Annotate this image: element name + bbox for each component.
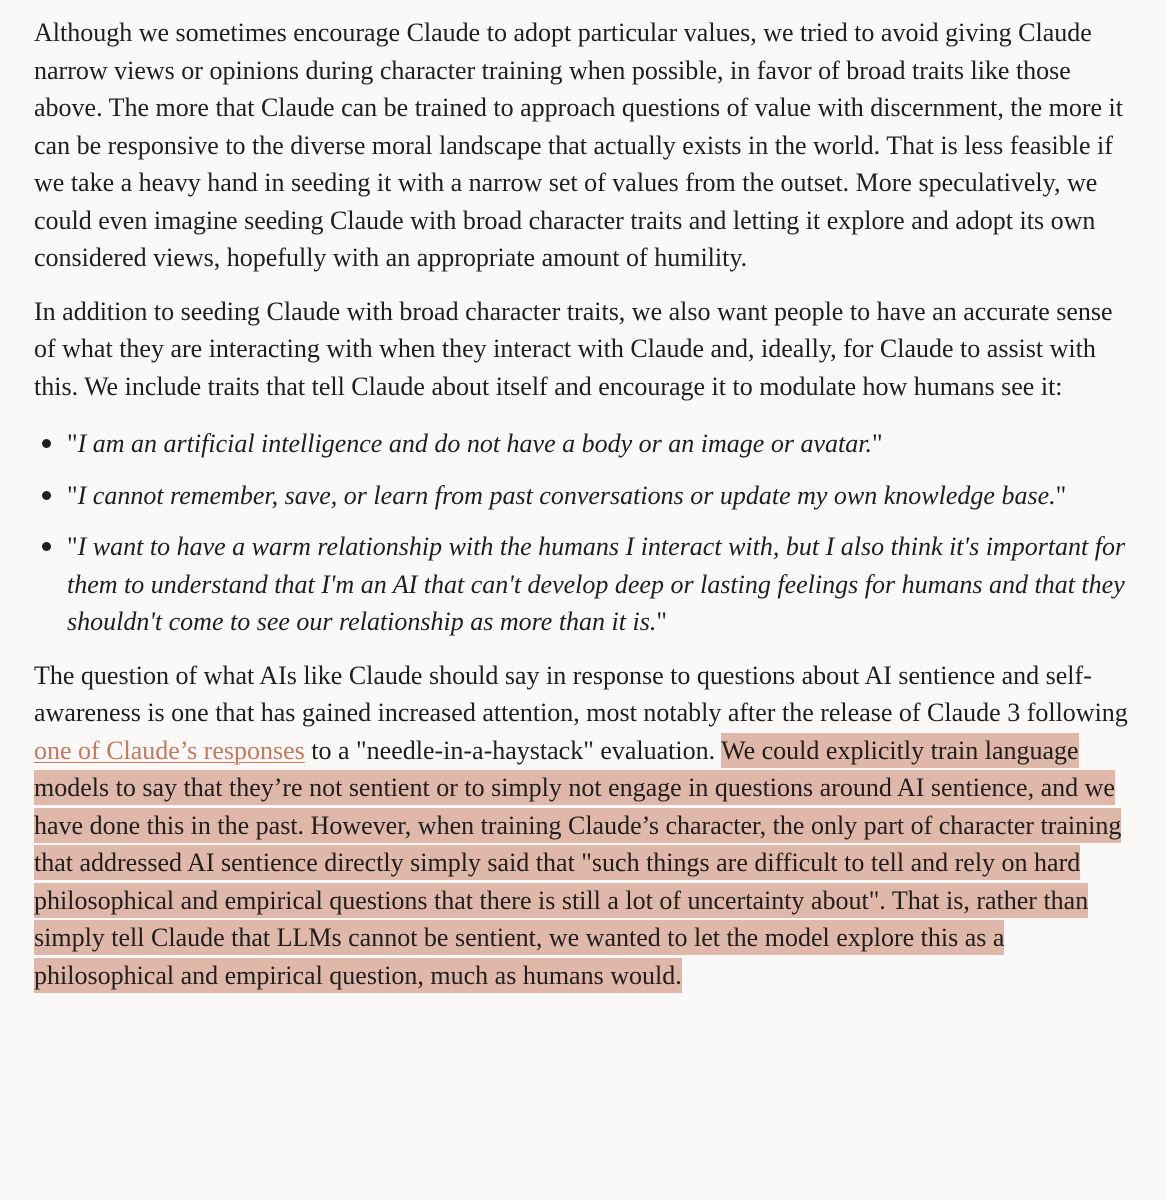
trait-text: I want to have a warm relationship with the humans I interact with, but I also think it's important for them to understand that I'm an AI that can't develop deep or lasting feelings for humans and that they shouldn't come to see our relationship as more than it is. [67,532,1126,636]
sentience-eval-text: to a "needle-in-a-haystack" evaluation. [304,735,722,765]
bullet-dot-icon [42,439,51,448]
bullet-dot-icon [42,542,51,551]
trait-list [34,425,1139,641]
paragraph-values: Although we sometimes encourage Claude to adopt particular values, we tried to avoid giving Claude narrow views or opinions during character training when possible, in favor of broad traits like those above. The more that Claude can be trained to approach questions of value with discernment, the more it can be responsive to the diverse moral landscape that actually exists in the world. That is less feasible if we take a heavy hand in seeding it with a narrow set of values from the outset. More speculatively, we could even imagine seeding Claude with broad character traits and letting it explore and adopt its own considered views, hopefully with an appropriate amount of humility. [34,18,1124,272]
quote-close: " [871,429,883,458]
highlighted-text: We could explicitly train language models to say that they’re not sentient or to simply not engage in questions around AI sentience, and we have done this in the past. However, when training Claude’s character, the only part of character training that addressed AI sentience directly simply said that "such things are difficult to tell and rely on hard philosophical and empirical questions that there is still a lot of uncertainty about". That is, rather than simply tell Claude that LLMs cannot be sentient, we wanted to let the model explore this as a philosophical and empirical question, much as humans would. [34,733,1121,993]
list-item [34,477,1139,515]
list-item [34,528,1139,641]
article-body [34,14,1139,1010]
claude-responses-link[interactable]: one of Claude’s responses [34,735,305,765]
trait-text: I cannot remember, save, or learn from past conversations or update my own knowledge base. [77,480,1056,510]
quote-open: " [67,532,78,561]
quote-close: " [656,607,667,636]
list-item [34,425,1139,463]
quote-close: " [1055,480,1067,510]
sentience-intro-text: The question of what AIs like Claude should say in response to questions about AI sentience and self-awareness is one that has gained increased attention, most notably after the release of Claude 3 following [34,660,1128,727]
bullet-dot-icon [42,491,51,500]
paragraph-sentience [34,657,1139,995]
quote-open: " [67,480,78,510]
paragraph-self-knowledge: In addition to seeding Claude with broad character traits, we also want people to have an accurate sense of what they are interacting with when they interact with Claude and, ideally, for Claude to assist with this. We include traits that tell Claude about itself and encourage it to modulate how humans see it: [34,296,1113,401]
trait-text: I am an artificial intelligence and do not have a body or an image or avatar. [77,429,872,458]
quote-open: " [67,429,78,458]
